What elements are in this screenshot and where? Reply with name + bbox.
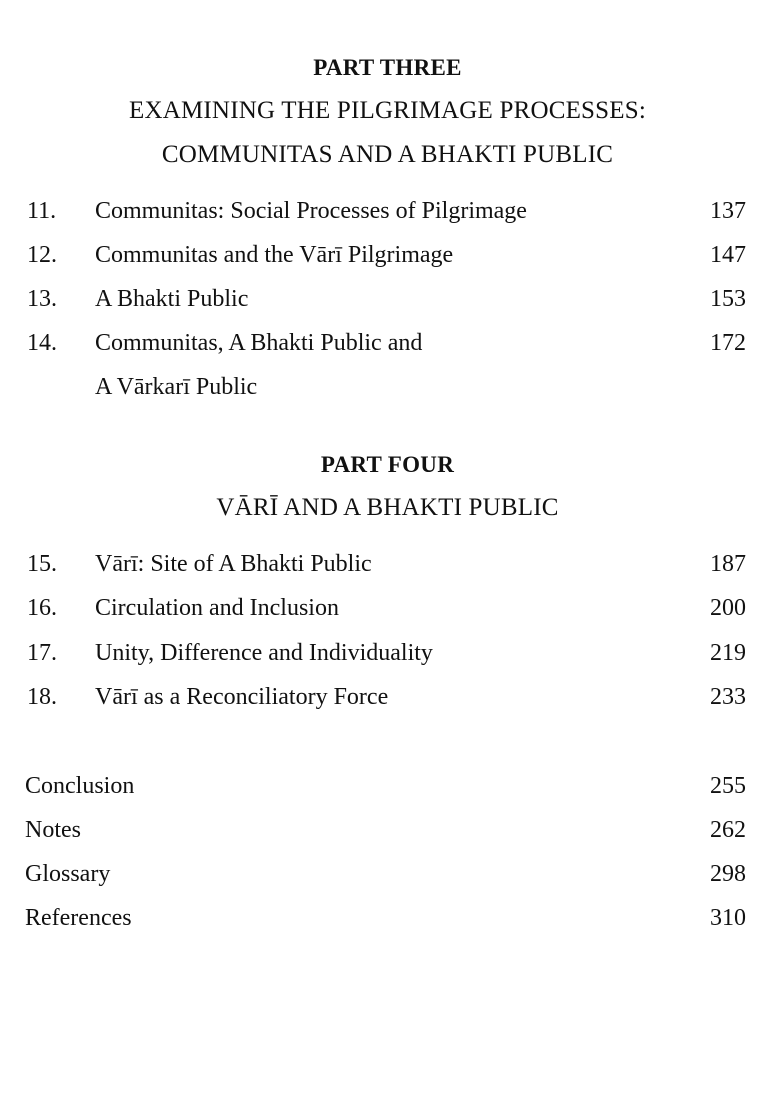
chapter-title: Communitas, A Bhakti Public and — [95, 330, 423, 356]
part-three-title-line2: COMMUNITAS AND A BHAKTI PUBLIC — [161, 141, 614, 168]
toc-entry-chapter-18[interactable] — [0, 684, 780, 718]
chapter-number: 12. — [27, 242, 57, 268]
toc-entry-chapter-14-continued — [0, 374, 780, 408]
toc-entry-chapter-15[interactable] — [0, 551, 780, 585]
entry-title: References — [25, 905, 132, 931]
chapter-number: 16. — [27, 595, 57, 621]
chapter-title: Communitas: Social Processes of Pilgrimage — [95, 198, 527, 224]
chapter-page: 172 — [710, 330, 746, 356]
toc-entry-chapter-12[interactable] — [0, 242, 780, 276]
chapter-page: 219 — [710, 640, 746, 666]
chapter-number: 11. — [27, 198, 57, 224]
toc-entry-references[interactable] — [0, 905, 780, 939]
toc-entry-chapter-13[interactable] — [0, 286, 780, 320]
chapter-title-continuation: A Vārkarī Public — [95, 374, 258, 400]
chapter-title: A Bhakti Public — [95, 286, 249, 312]
part-three-label: PART THREE — [313, 55, 462, 80]
entry-page: 310 — [710, 905, 746, 931]
chapter-number: 17. — [27, 640, 57, 666]
part-four-label: PART FOUR — [320, 452, 455, 477]
entry-title: Glossary — [25, 861, 111, 887]
entry-page: 262 — [710, 817, 746, 843]
toc-entry-notes[interactable] — [0, 817, 780, 851]
entry-title: Conclusion — [25, 773, 135, 799]
part-four-title: VĀRĪ AND A BHAKTI PUBLIC — [216, 494, 559, 521]
chapter-page: 137 — [710, 198, 746, 224]
toc-entry-chapter-14[interactable] — [0, 330, 780, 364]
chapter-number: 14. — [27, 330, 57, 356]
chapter-title: Unity, Difference and Individuality — [95, 640, 433, 666]
chapter-page: 233 — [710, 684, 746, 710]
chapter-page: 153 — [710, 286, 746, 312]
chapter-title: Vārī: Site of A Bhakti Public — [95, 551, 372, 577]
chapter-title: Vārī as a Reconciliatory Force — [95, 684, 389, 710]
chapter-page: 147 — [710, 242, 746, 268]
toc-entry-chapter-16[interactable] — [0, 595, 780, 629]
part-three-title-line1: EXAMINING THE PILGRIMAGE PROCESSES: — [129, 97, 646, 124]
entry-title: Notes — [25, 817, 81, 843]
chapter-title: Circulation and Inclusion — [95, 595, 339, 621]
toc-entry-chapter-17[interactable] — [0, 640, 780, 674]
toc-entry-glossary[interactable] — [0, 861, 780, 895]
chapter-number: 15. — [27, 551, 57, 577]
toc-entry-chapter-11[interactable] — [0, 198, 780, 232]
entry-page: 298 — [710, 861, 746, 887]
chapter-page: 187 — [710, 551, 746, 577]
chapter-title: Communitas and the Vārī Pilgrimage — [95, 242, 454, 268]
chapter-page: 200 — [710, 595, 746, 621]
chapter-number: 18. — [27, 684, 57, 710]
toc-entry-conclusion[interactable] — [0, 773, 780, 807]
chapter-number: 13. — [27, 286, 57, 312]
entry-page: 255 — [710, 773, 746, 799]
